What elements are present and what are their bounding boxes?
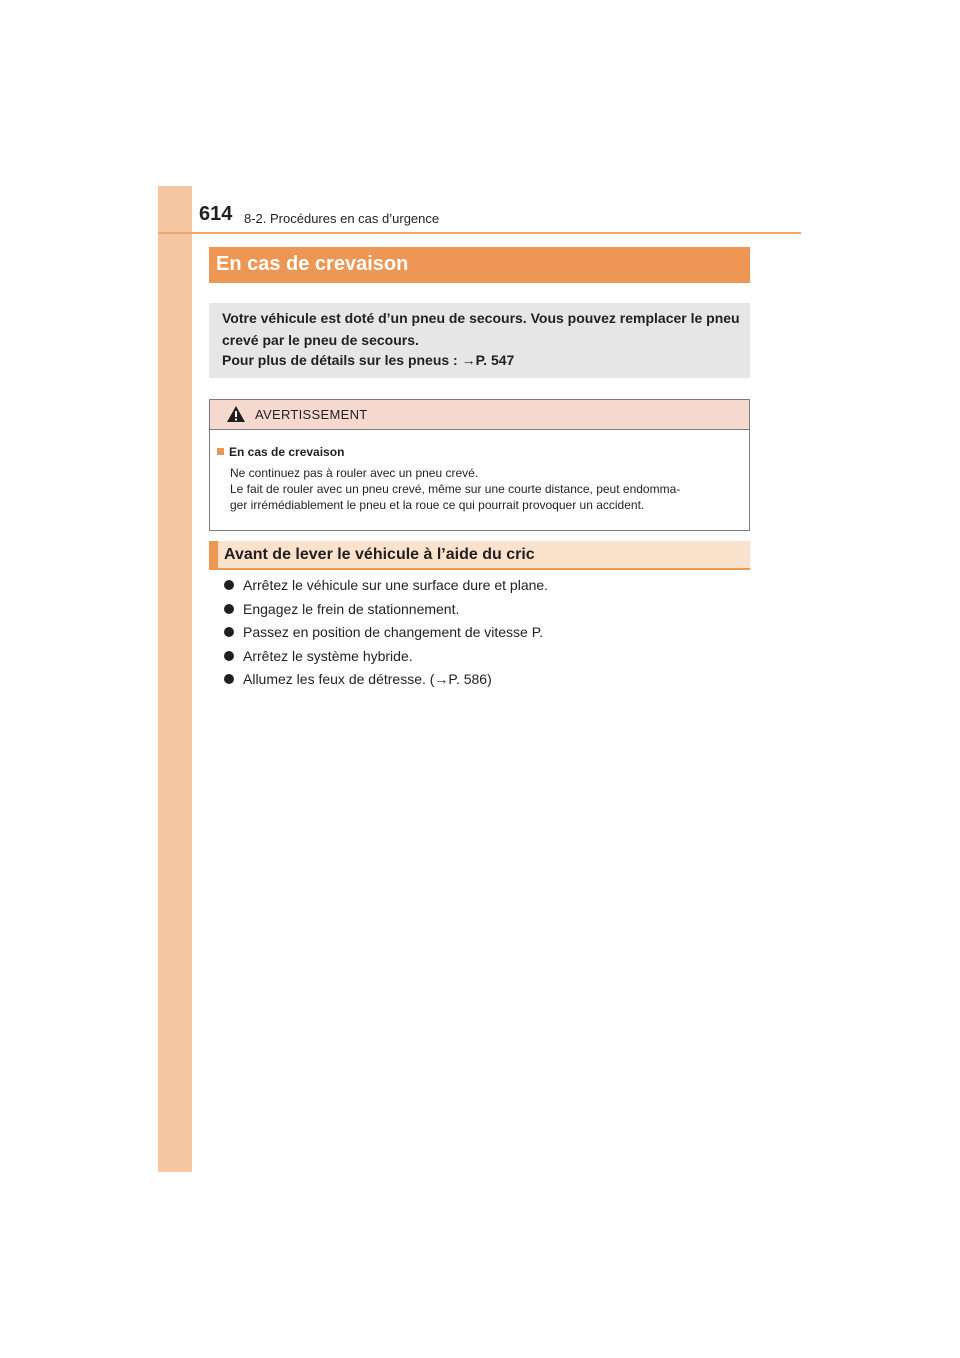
warning-header	[210, 400, 749, 430]
header-rule	[158, 232, 801, 234]
warning-subheading-text: En cas de crevaison	[229, 445, 345, 459]
list-item-text: Passez en position de changement de vitesse P.	[243, 624, 544, 640]
list-item-text: Arrêtez le véhicule sur une surface dure et plane.	[243, 577, 549, 593]
list-item	[224, 648, 548, 672]
page-reference: →P. 547	[461, 352, 515, 368]
title-bar	[209, 247, 750, 283]
section-header	[209, 541, 750, 570]
running-head: 8-2. Procédures en cas d’urgence	[244, 211, 440, 226]
bullet-icon	[224, 674, 234, 684]
page-number: 614	[199, 203, 233, 225]
warning-triangle-icon	[226, 405, 246, 423]
side-band	[158, 186, 192, 1172]
warning-box	[209, 399, 750, 531]
warning-title: AVERTISSEMENT	[255, 407, 368, 422]
page-title: En cas de crevaison	[216, 253, 409, 275]
list-item	[224, 624, 548, 648]
warning-body	[230, 465, 742, 513]
section-accent	[209, 541, 218, 570]
warning-subheading	[217, 445, 344, 459]
bullet-icon	[224, 627, 234, 637]
intro-line: Votre véhicule est doté d’un pneu de secours. Vous pouvez remplacer le pneu	[222, 310, 740, 326]
bullet-icon	[224, 580, 234, 590]
instruction-list	[224, 577, 548, 695]
warning-line: ger irrémédiablement le pneu et la roue ce qui pourrait provoquer un accident.	[230, 498, 645, 512]
list-item	[224, 577, 548, 601]
square-bullet-icon	[217, 448, 224, 455]
list-item-text: Allumez les feux de détresse. (→P. 586)	[243, 671, 492, 687]
bullet-icon	[224, 604, 234, 614]
list-item	[224, 601, 548, 625]
intro-line: crevé par le pneu de secours.	[222, 332, 419, 348]
list-item	[224, 671, 548, 695]
warning-line: Le fait de rouler avec un pneu crevé, même sur une courte distance, peut endomma-	[230, 482, 681, 496]
list-item-text: Arrêtez le système hybride.	[243, 647, 413, 664]
intro-line	[222, 352, 514, 368]
intro-box	[209, 303, 750, 378]
list-item-text: Engagez le frein de stationnement.	[243, 600, 460, 617]
bullet-icon	[224, 651, 234, 661]
intro-text: Pour plus de détails sur les pneus :	[222, 352, 462, 368]
warning-line: Ne continuez pas à rouler avec un pneu crevé.	[230, 466, 479, 480]
section-title: Avant de lever le véhicule à l’aide du cric	[224, 546, 535, 563]
